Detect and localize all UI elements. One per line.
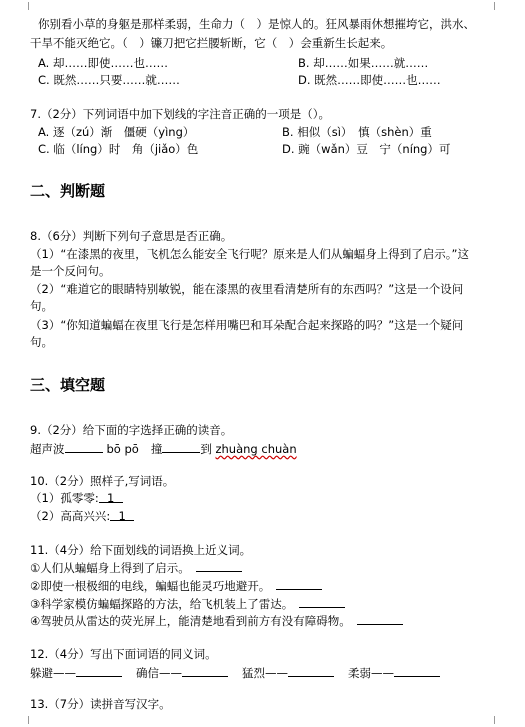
q8-statement2-line2: 句。 [30,299,53,313]
q7-option-d: D. 豌（wǎn）豆 宁（níng）可 [282,142,451,156]
q11-item3-text: ③科学家模仿蝙蝠探路的方法，给飞机装上了雷达。 [30,597,294,611]
q11-item4-text: ④驾驶员从雷达的荧光屏上，能清楚地看到前方有没有障碍物。 [30,614,351,628]
q9-pinyin1: bō pō [106,442,139,456]
q8-statement2-line1: （2）“难道它的眼睛特别敏锐，能在漆黑的夜里看清楚所有的东西吗？”这是一个设问 [30,282,464,296]
q8-stem: 8.（6分）判断下列句子意思是否正确。 [30,229,233,243]
q10-l2-answer-field[interactable] [110,509,134,521]
q12-word2: 确信—— [136,666,182,680]
q12-word1: 躲避—— [30,666,76,680]
q11-item4-blank[interactable] [357,613,403,625]
q9-part3: 到 [200,442,212,456]
q6-stem-line1: 你别看小草的身躯是那样柔弱，生命力（ ）是惊人的。狂风暴雨休想摧垮它，洪水、 [38,17,475,31]
q11-item2 [30,578,322,594]
q11-item1 [30,560,242,576]
q11-item1-blank[interactable] [196,560,242,572]
q7-option-b: B. 相似（sì） 慎（shèn）重 [282,125,432,139]
q12-stem: 12.（4分）写出下面词语的同义词。 [30,647,217,661]
q11-item1-text: ①人们从蝙蝠身上得到了启示。 [30,561,190,575]
q9-part1: 超声波 [30,442,65,456]
section-title-fill-blank: 三、填空题 [30,376,106,394]
q9-pinyin2: zhuàng chuàn [215,442,297,456]
q12-blank4[interactable] [394,665,440,677]
q10-l1-prefix: （1）孤零零: [30,491,99,505]
q10-stem: 10.（2分）照样子,写词语。 [30,474,175,488]
crop-mark-top-left [20,2,29,10]
q11-item2-blank[interactable] [276,578,322,590]
q10-l2-prefix: （2）高高兴兴: [30,509,111,523]
q10-line2 [30,509,134,524]
q12-blank3[interactable] [288,665,334,677]
q12-blank2[interactable] [182,665,228,677]
section-title-judgement: 二、判断题 [30,182,106,200]
q7-stem: 7.（2分）下列词语中加下划线的字注音正确的一项是（）。 [30,107,331,121]
crop-mark-bottom-left [20,716,29,724]
q11-stem: 11.（4分）给下面划线的词语换上近义词。 [30,543,252,557]
q8-statement3-line2: 句。 [30,335,53,349]
q11-item3-blank[interactable] [299,596,345,608]
q7-option-c: C. 临（líng）时 角（jiǎo）色 [38,142,199,156]
q12-blank1[interactable] [76,665,122,677]
q9-blank1[interactable] [65,441,103,453]
q13-stem: 13.（7分）读拼音写汉字。 [30,697,171,711]
q8-statement1-line1: （1）“在漆黑的夜里，飞机怎么能安全飞行呢？原来是人们从蝙蝠身上得到了启示。”这 [30,247,469,261]
q10-l2-answer: 1 [118,509,126,523]
q6-option-c: C. 既然……只要……就…… [38,73,180,87]
q10-line1 [30,491,123,506]
q6-option-d: D. 既然……即使……也…… [298,73,441,87]
q6-stem-line2: 干旱不能灭绝它。（ ）镰刀把它拦腰斩断，它（ ）会重新生长起来。 [30,36,393,50]
q9-blank2[interactable] [162,441,200,453]
q11-item2-text: ②即使一根极细的电线，蝙蝠也能灵巧地避开。 [30,579,271,593]
q7-option-a: A. 逐（zú）渐 僵硬（yìng） [38,125,195,139]
q9-part2: 撞 [150,442,163,456]
q11-item3 [30,596,345,612]
crop-mark-top-right [494,2,503,10]
q10-l1-answer-field[interactable] [99,491,123,503]
q8-statement3-line1: （3）“你知道蝙蝠在夜里飞行是怎样用嘴巴和耳朵配合起来探路的吗？”这是一个疑问 [30,318,464,332]
q9-line [30,441,297,457]
q12-line [30,665,440,681]
q12-word4: 柔弱—— [348,666,394,680]
q9-stem: 9.（2分）给下面的字选择正确的读音。 [30,423,233,437]
crop-mark-bottom-right [494,716,503,724]
q12-word3: 猛烈—— [242,666,288,680]
q10-l1-answer: 1 [107,491,115,505]
q6-option-a: A. 却……即使……也…… [38,56,168,70]
q6-option-b: B. 却……如果……就…… [298,56,429,70]
q11-item4 [30,613,403,629]
q8-statement1-line2: 是一个反问句。 [30,264,111,278]
